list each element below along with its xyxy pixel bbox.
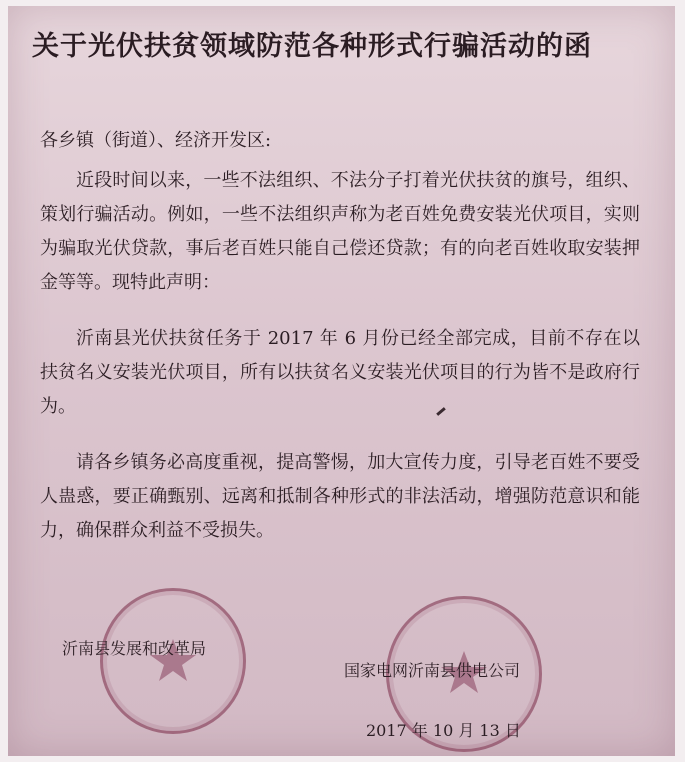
paragraph-1: 近段时间以来，一些不法组织、不法分子打着光伏扶贫的旗号，组织、策划行骗活动。例如，一些不法组织声称为老百姓免费安装光伏项目，实则为骗取光伏贷款，事后老百姓只能自己偿还贷款；有的向老百姓收取安装押金等等。现特此声明： <box>40 170 640 293</box>
paragraph-3: 请各乡镇务必高度重视，提高警惕，加大宣传力度，引导老百姓不要受人蛊惑，要正确甄别、远离和抵制各种形式的非法活动，增强防范意识和能力，确保群众利益不受损失。 <box>40 452 640 541</box>
issuer-left: 沂南县发展和改革局 <box>62 639 207 658</box>
document-title: 关于光伏扶贫领域防范各种形式行骗活动的函 <box>32 31 592 62</box>
salutation: 各乡镇（街道）、经济开发区: <box>40 130 272 151</box>
seal-left-graphic <box>103 591 243 731</box>
official-seal-left <box>100 588 246 734</box>
issuer-right: 国家电网沂南县供电公司 <box>344 661 521 680</box>
paragraph-2: 沂南县光伏扶贫任务于 2017 年 6 月份已经全部完成，目前不存在以扶贫名义安装光伏项目，所有以扶贫名义安装光伏项目的行为皆不是政府行为。 <box>40 328 640 417</box>
issue-date: 2017 年 10 月 13 日 <box>366 721 521 740</box>
letter-paper <box>8 6 675 756</box>
